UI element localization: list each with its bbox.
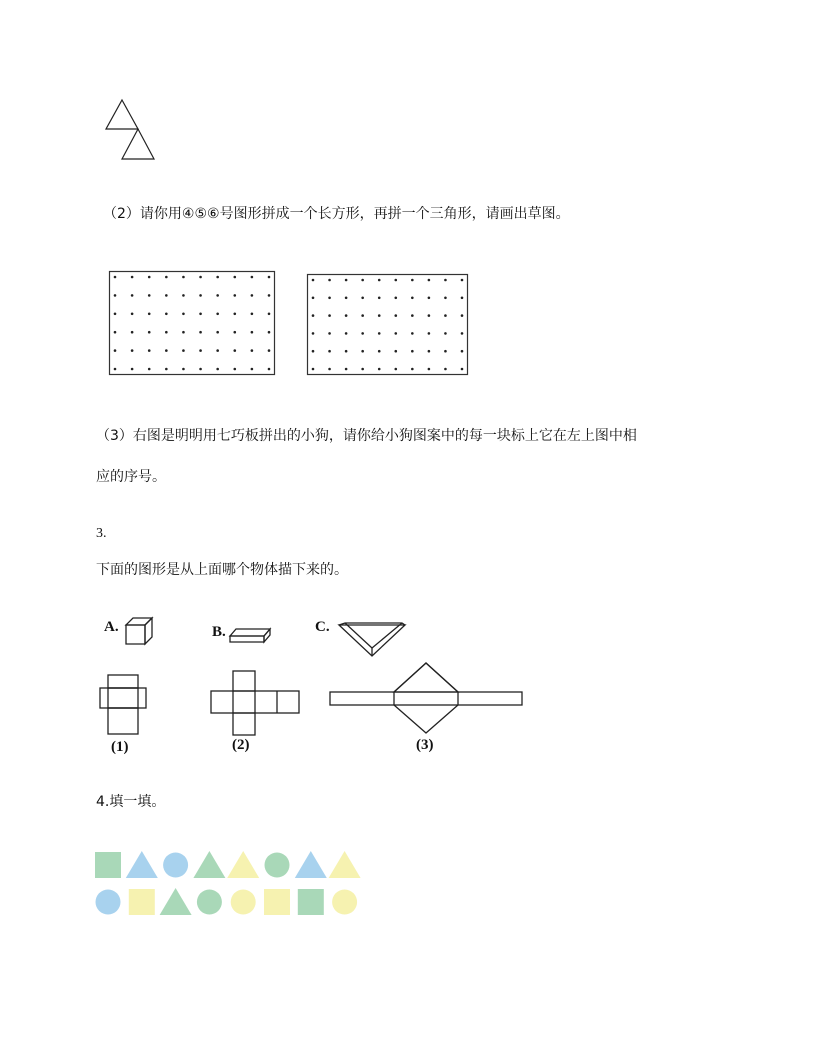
grid-dot[interactable] xyxy=(251,276,254,279)
grid-border xyxy=(110,272,275,375)
triangle-shape xyxy=(193,851,225,878)
grid-dot[interactable] xyxy=(148,313,151,316)
grid-dot[interactable] xyxy=(165,294,168,297)
question4-title: 4.填一填。 xyxy=(96,794,166,810)
dot-grid-right[interactable] xyxy=(307,274,468,375)
grid-dot[interactable] xyxy=(268,368,271,371)
grid-dot[interactable] xyxy=(328,368,331,371)
grid-dot[interactable] xyxy=(394,332,397,335)
grid-dot[interactable] xyxy=(428,279,431,282)
net-2-figure xyxy=(209,669,301,739)
grid-dot[interactable] xyxy=(312,297,315,300)
lower-triangle xyxy=(122,129,154,159)
triangle-shape xyxy=(126,851,158,878)
grid-dot[interactable] xyxy=(428,350,431,353)
grid-dot[interactable] xyxy=(182,294,185,297)
grid-dot[interactable] xyxy=(411,332,414,335)
grid-dot[interactable] xyxy=(131,331,134,334)
grid-dot[interactable] xyxy=(251,313,254,316)
circle-shape xyxy=(265,853,290,878)
square-shape xyxy=(264,889,290,915)
grid-dot[interactable] xyxy=(312,314,315,317)
grid-dot[interactable] xyxy=(182,368,185,371)
circle-shape xyxy=(163,853,188,878)
object-a-label: A. xyxy=(104,619,119,635)
grid-dot[interactable] xyxy=(251,294,254,297)
part3-line1: （3）右图是明明用七巧板拼出的小狗，请你给小狗图案中的每一块标上它在左上图中相 xyxy=(96,428,637,444)
grid-dot[interactable] xyxy=(148,349,151,352)
grid-dot[interactable] xyxy=(461,350,464,353)
grid-dot[interactable] xyxy=(361,279,364,282)
grid-dot[interactable] xyxy=(199,349,202,352)
grid-dot[interactable] xyxy=(114,368,117,371)
grid-dot[interactable] xyxy=(361,368,364,371)
net-2-label: (2) xyxy=(232,737,250,753)
circle-shape xyxy=(96,890,121,915)
grid-dot[interactable] xyxy=(165,331,168,334)
grid-dot[interactable] xyxy=(378,332,381,335)
grid-dot[interactable] xyxy=(233,331,236,334)
grid-dot[interactable] xyxy=(444,279,447,282)
triangle-shape xyxy=(160,888,192,915)
question3-prompt: 下面的图形是从上面哪个物体描下来的。 xyxy=(96,562,348,578)
triangle-shape xyxy=(329,851,361,878)
net-3-figure xyxy=(328,661,524,735)
grid-dot[interactable] xyxy=(114,294,117,297)
grid-dot[interactable] xyxy=(251,368,254,371)
grid-dot[interactable] xyxy=(233,294,236,297)
grid-dot[interactable] xyxy=(411,279,414,282)
grid-dot[interactable] xyxy=(165,313,168,316)
grid-dot[interactable] xyxy=(216,368,219,371)
grid-dot[interactable] xyxy=(199,368,202,371)
grid-dot[interactable] xyxy=(345,350,348,353)
grid-dot[interactable] xyxy=(394,350,397,353)
grid-dot[interactable] xyxy=(312,332,315,335)
grid-dot[interactable] xyxy=(361,332,364,335)
cube-figure xyxy=(124,616,156,648)
grid-dot[interactable] xyxy=(165,276,168,279)
grid-dot[interactable] xyxy=(199,331,202,334)
grid-dot[interactable] xyxy=(182,276,185,279)
flat-box-figure xyxy=(228,626,272,648)
grid-dot[interactable] xyxy=(378,350,381,353)
grid-dot[interactable] xyxy=(148,276,151,279)
object-c-label: C. xyxy=(315,619,330,635)
grid-dot[interactable] xyxy=(361,350,364,353)
circle-shape xyxy=(231,890,256,915)
grid-dot[interactable] xyxy=(312,279,315,282)
grid-dot[interactable] xyxy=(131,294,134,297)
grid-dot[interactable] xyxy=(233,349,236,352)
triangle-shape xyxy=(295,851,327,878)
grid-dot[interactable] xyxy=(461,279,464,282)
grid-dot[interactable] xyxy=(428,297,431,300)
grid-dot[interactable] xyxy=(114,331,117,334)
grid-dot[interactable] xyxy=(444,314,447,317)
grid-dot[interactable] xyxy=(268,349,271,352)
grid-dot[interactable] xyxy=(233,276,236,279)
grid-dot[interactable] xyxy=(461,314,464,317)
grid-dot[interactable] xyxy=(182,331,185,334)
grid-dot[interactable] xyxy=(345,368,348,371)
grid-dot[interactable] xyxy=(131,276,134,279)
grid-dot[interactable] xyxy=(148,368,151,371)
grid-dot[interactable] xyxy=(268,294,271,297)
part2-question xyxy=(103,204,570,224)
grid-dot[interactable] xyxy=(199,313,202,316)
grid-dot[interactable] xyxy=(328,314,331,317)
question3-number: 3. xyxy=(96,526,107,541)
grid-dot[interactable] xyxy=(394,297,397,300)
grid-dot[interactable] xyxy=(182,313,185,316)
grid-dot[interactable] xyxy=(378,368,381,371)
grid-dot[interactable] xyxy=(444,350,447,353)
grid-dot[interactable] xyxy=(411,350,414,353)
part2-text: 请你用④⑤⑥号图形拼成一个长方形，再拼一个三角形，请画出草图。 xyxy=(139,206,570,222)
grid-dot[interactable] xyxy=(251,349,254,352)
upper-triangle xyxy=(106,100,138,129)
grid-dot[interactable] xyxy=(394,368,397,371)
grid-dot[interactable] xyxy=(328,332,331,335)
part3-line2: 应的序号。 xyxy=(96,469,166,485)
grid-dot[interactable] xyxy=(268,276,271,279)
grid-dot[interactable] xyxy=(251,331,254,334)
grid-dot[interactable] xyxy=(165,349,168,352)
grid-dot[interactable] xyxy=(428,368,431,371)
grid-dot[interactable] xyxy=(268,313,271,316)
grid-dot[interactable] xyxy=(148,294,151,297)
grid-dot[interactable] xyxy=(148,331,151,334)
grid-dot[interactable] xyxy=(328,297,331,300)
grid-dot[interactable] xyxy=(411,368,414,371)
square-shape xyxy=(129,889,155,915)
stacked-triangles-figure xyxy=(104,98,160,164)
grid-dot[interactable] xyxy=(216,276,219,279)
grid-dot[interactable] xyxy=(182,349,185,352)
dot-grid-left[interactable] xyxy=(109,271,275,375)
grid-dot[interactable] xyxy=(114,349,117,352)
grid-dot[interactable] xyxy=(345,314,348,317)
grid-dot[interactable] xyxy=(114,276,117,279)
grid-dot[interactable] xyxy=(199,294,202,297)
grid-dot[interactable] xyxy=(216,294,219,297)
grid-dot[interactable] xyxy=(411,314,414,317)
square-shape xyxy=(298,889,324,915)
grid-dot[interactable] xyxy=(378,314,381,317)
grid-dot[interactable] xyxy=(345,279,348,282)
grid-dot[interactable] xyxy=(444,368,447,371)
grid-dot[interactable] xyxy=(131,313,134,316)
grid-dot[interactable] xyxy=(216,331,219,334)
triangle-shape xyxy=(227,851,259,878)
grid-dot[interactable] xyxy=(165,368,168,371)
net-1-label: (1) xyxy=(111,739,129,755)
grid-dot[interactable] xyxy=(345,297,348,300)
grid-dot[interactable] xyxy=(361,314,364,317)
grid-dot[interactable] xyxy=(328,350,331,353)
grid-dot[interactable] xyxy=(268,331,271,334)
net-3-label: (3) xyxy=(416,737,434,753)
grid-dot[interactable] xyxy=(428,314,431,317)
grid-dot[interactable] xyxy=(394,279,397,282)
object-b-label: B. xyxy=(212,624,226,640)
grid-dot[interactable] xyxy=(345,332,348,335)
grid-dot[interactable] xyxy=(361,297,364,300)
grid-dot[interactable] xyxy=(131,349,134,352)
triangular-prism-figure xyxy=(336,620,408,660)
grid-dot[interactable] xyxy=(233,313,236,316)
grid-dot[interactable] xyxy=(411,297,414,300)
grid-dot[interactable] xyxy=(199,276,202,279)
grid-dot[interactable] xyxy=(216,349,219,352)
grid-dot[interactable] xyxy=(131,368,134,371)
net-1-figure xyxy=(98,673,150,737)
grid-dot[interactable] xyxy=(394,314,397,317)
grid-dot[interactable] xyxy=(328,279,331,282)
grid-dot[interactable] xyxy=(444,297,447,300)
grid-border xyxy=(308,275,468,375)
grid-dot[interactable] xyxy=(461,332,464,335)
grid-dot[interactable] xyxy=(428,332,431,335)
circle-shape xyxy=(332,890,357,915)
grid-dot[interactable] xyxy=(461,368,464,371)
colored-shapes-rows xyxy=(94,848,364,918)
grid-dot[interactable] xyxy=(461,297,464,300)
grid-dot[interactable] xyxy=(114,313,117,316)
grid-dot[interactable] xyxy=(378,279,381,282)
grid-dot[interactable] xyxy=(444,332,447,335)
grid-dot[interactable] xyxy=(312,350,315,353)
circle-shape xyxy=(197,890,222,915)
grid-dot[interactable] xyxy=(312,368,315,371)
part2-label: （2） xyxy=(103,206,140,222)
grid-dot[interactable] xyxy=(378,297,381,300)
grid-dot[interactable] xyxy=(233,368,236,371)
square-shape xyxy=(95,852,121,878)
grid-dot[interactable] xyxy=(216,313,219,316)
